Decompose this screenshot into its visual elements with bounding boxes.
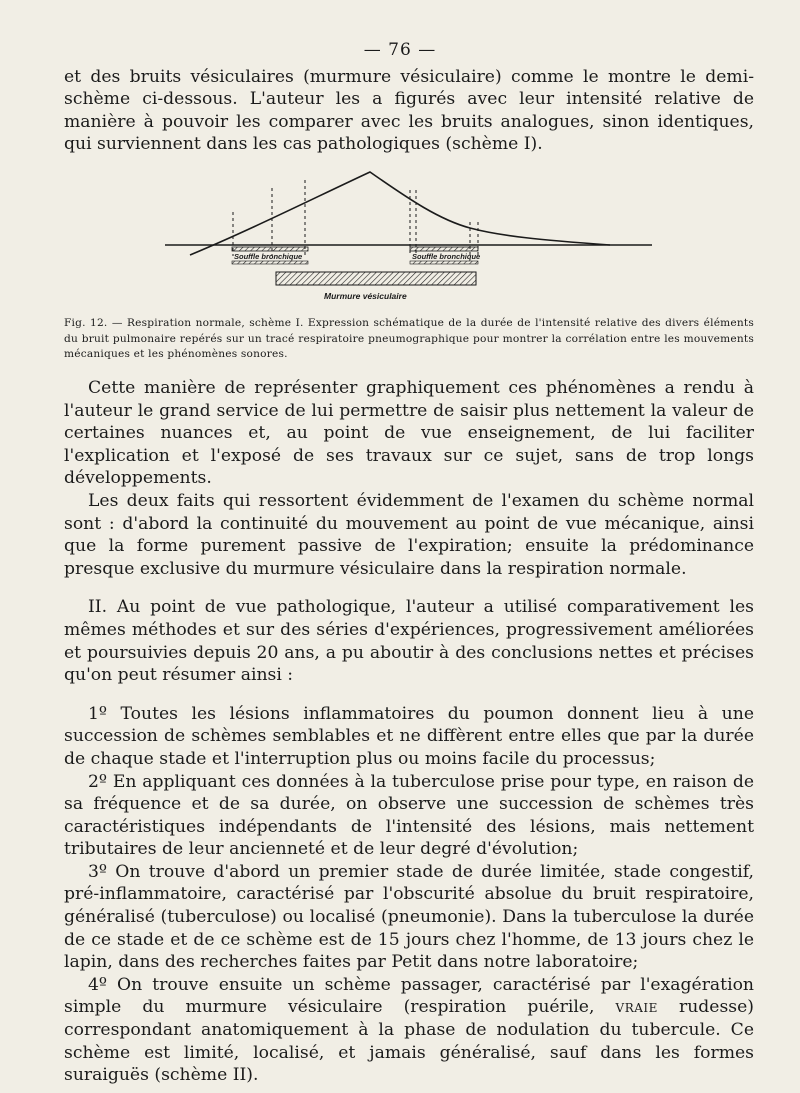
souffle-bar-right-lower [410, 261, 478, 264]
point-4-smallcaps: vraie [615, 997, 658, 1018]
point-4-start: 4º On trouve ensuite un schème passager, caractérisé par l'exagération simple du murmure vésiculaire (respiration puérile, [64, 974, 754, 1018]
figure-caption [64, 316, 754, 363]
paragraph-point-2: 2º En appliquant ces données à la tuberculose prise pour type, en raison de sa fréquence et de sa durée, on observe une succession de schèmes très caractéristiques indépendants de l'intensité des lésions, mais nettement tributaires de leur ancienneté et de leur degré d'évolution; [64, 771, 754, 860]
intro-paragraph: et des bruits vésiculaires (murmure vésiculaire) comme le montre le demi-schème ci-dessous. L'auteur les a figurés avec leur intensité relative de manière à pouvoir les comparer avec les bruits analogues, sinon identiques, qui surviennent dans les cas pathologiques (schème I). [64, 67, 754, 155]
body-text [64, 377, 754, 1087]
souffle-bar-left [232, 247, 308, 251]
paragraph-normal-schema: Les deux faits qui ressortent évidemment de l'examen du schème normal sont : d'abord la continuité du mouvement au point de vue mécanique, ainsi que la forme purement passive de l'expiration; ensuite la prédominance presque exclusive du murmure vésiculaire dans la respiration normale. [64, 490, 754, 579]
murmure-label: Murmure vésiculaire [324, 291, 407, 301]
paragraph-point-1: 1º Toutes les lésions inflammatoires du poumon donnent lieu à une succession de schèmes semblables et ne diffèrent entre elles que par la durée de chaque stade et l'interruption plus ou moins facile du processus; [64, 703, 754, 769]
souffle-bar-right [410, 247, 478, 251]
paragraph-point-4 [64, 974, 754, 1087]
page-number: — 76 — [363, 40, 437, 60]
paragraph-pathologic: II. Au point de vue pathologique, l'auteur a utilisé comparativement les mêmes méthodes et sur des séries d'expériences, progressivement améliorées et poursuivies depuis 20 ans, a pu aboutir à des conclusions nettes et précises qu'on peut résumer ainsi : [64, 597, 754, 686]
murmure-bar [276, 272, 476, 285]
schema-diagram [160, 160, 660, 310]
point-4-end: rudesse) correspondant anatomiquement à la phase de nodulation du tubercule. Ce schème est limité, localisé, et jamais généralisé, sauf dans les formes suraiguës (schème II). [64, 997, 754, 1086]
caption-text: — Respiration normale, schème I. Expression schématique de la durée de l'intensité relative des divers éléments du bruit pulmonaire repérés sur un tracé respiratoire pneumographique pour montrer la corrélation entre les mouvements mécaniques et les phénomènes sonores. [64, 317, 755, 361]
figure-label: Fig. 12. [64, 317, 108, 329]
paragraph-point-3: 3º On trouve d'abord un premier stade de durée limitée, stade congestif, pré-inflammatoire, caractérisé par l'obscurité absolue du bruit respiratoire, généralisé (tuberculose) ou localisé (pneumonie). Dans la tuberculose la durée de ce stade et de ce schème est de 15 jours chez l'homme, de 13 jours chez le lapin, dans des recherches faites par Petit dans notre laboratoire; [64, 861, 754, 973]
paragraph-representation: Cette manière de représenter graphiquement ces phénomènes a rendu à l'auteur le grand service de lui permettre de saisir plus nettement la valeur de certaines nuances et, au point de vue enseignement, de lui faciliter l'explication et l'exposé de ses travaux sur ce sujet, sans de trop longs développements. [64, 378, 754, 489]
respiration-schema-figure [160, 160, 660, 310]
souffle-bar-left-lower [232, 261, 308, 264]
respiration-curve [190, 172, 610, 255]
souffle-label-right: Souffle bronchique [412, 252, 481, 261]
souffle-label-left: Souffle bronchique [234, 252, 303, 261]
